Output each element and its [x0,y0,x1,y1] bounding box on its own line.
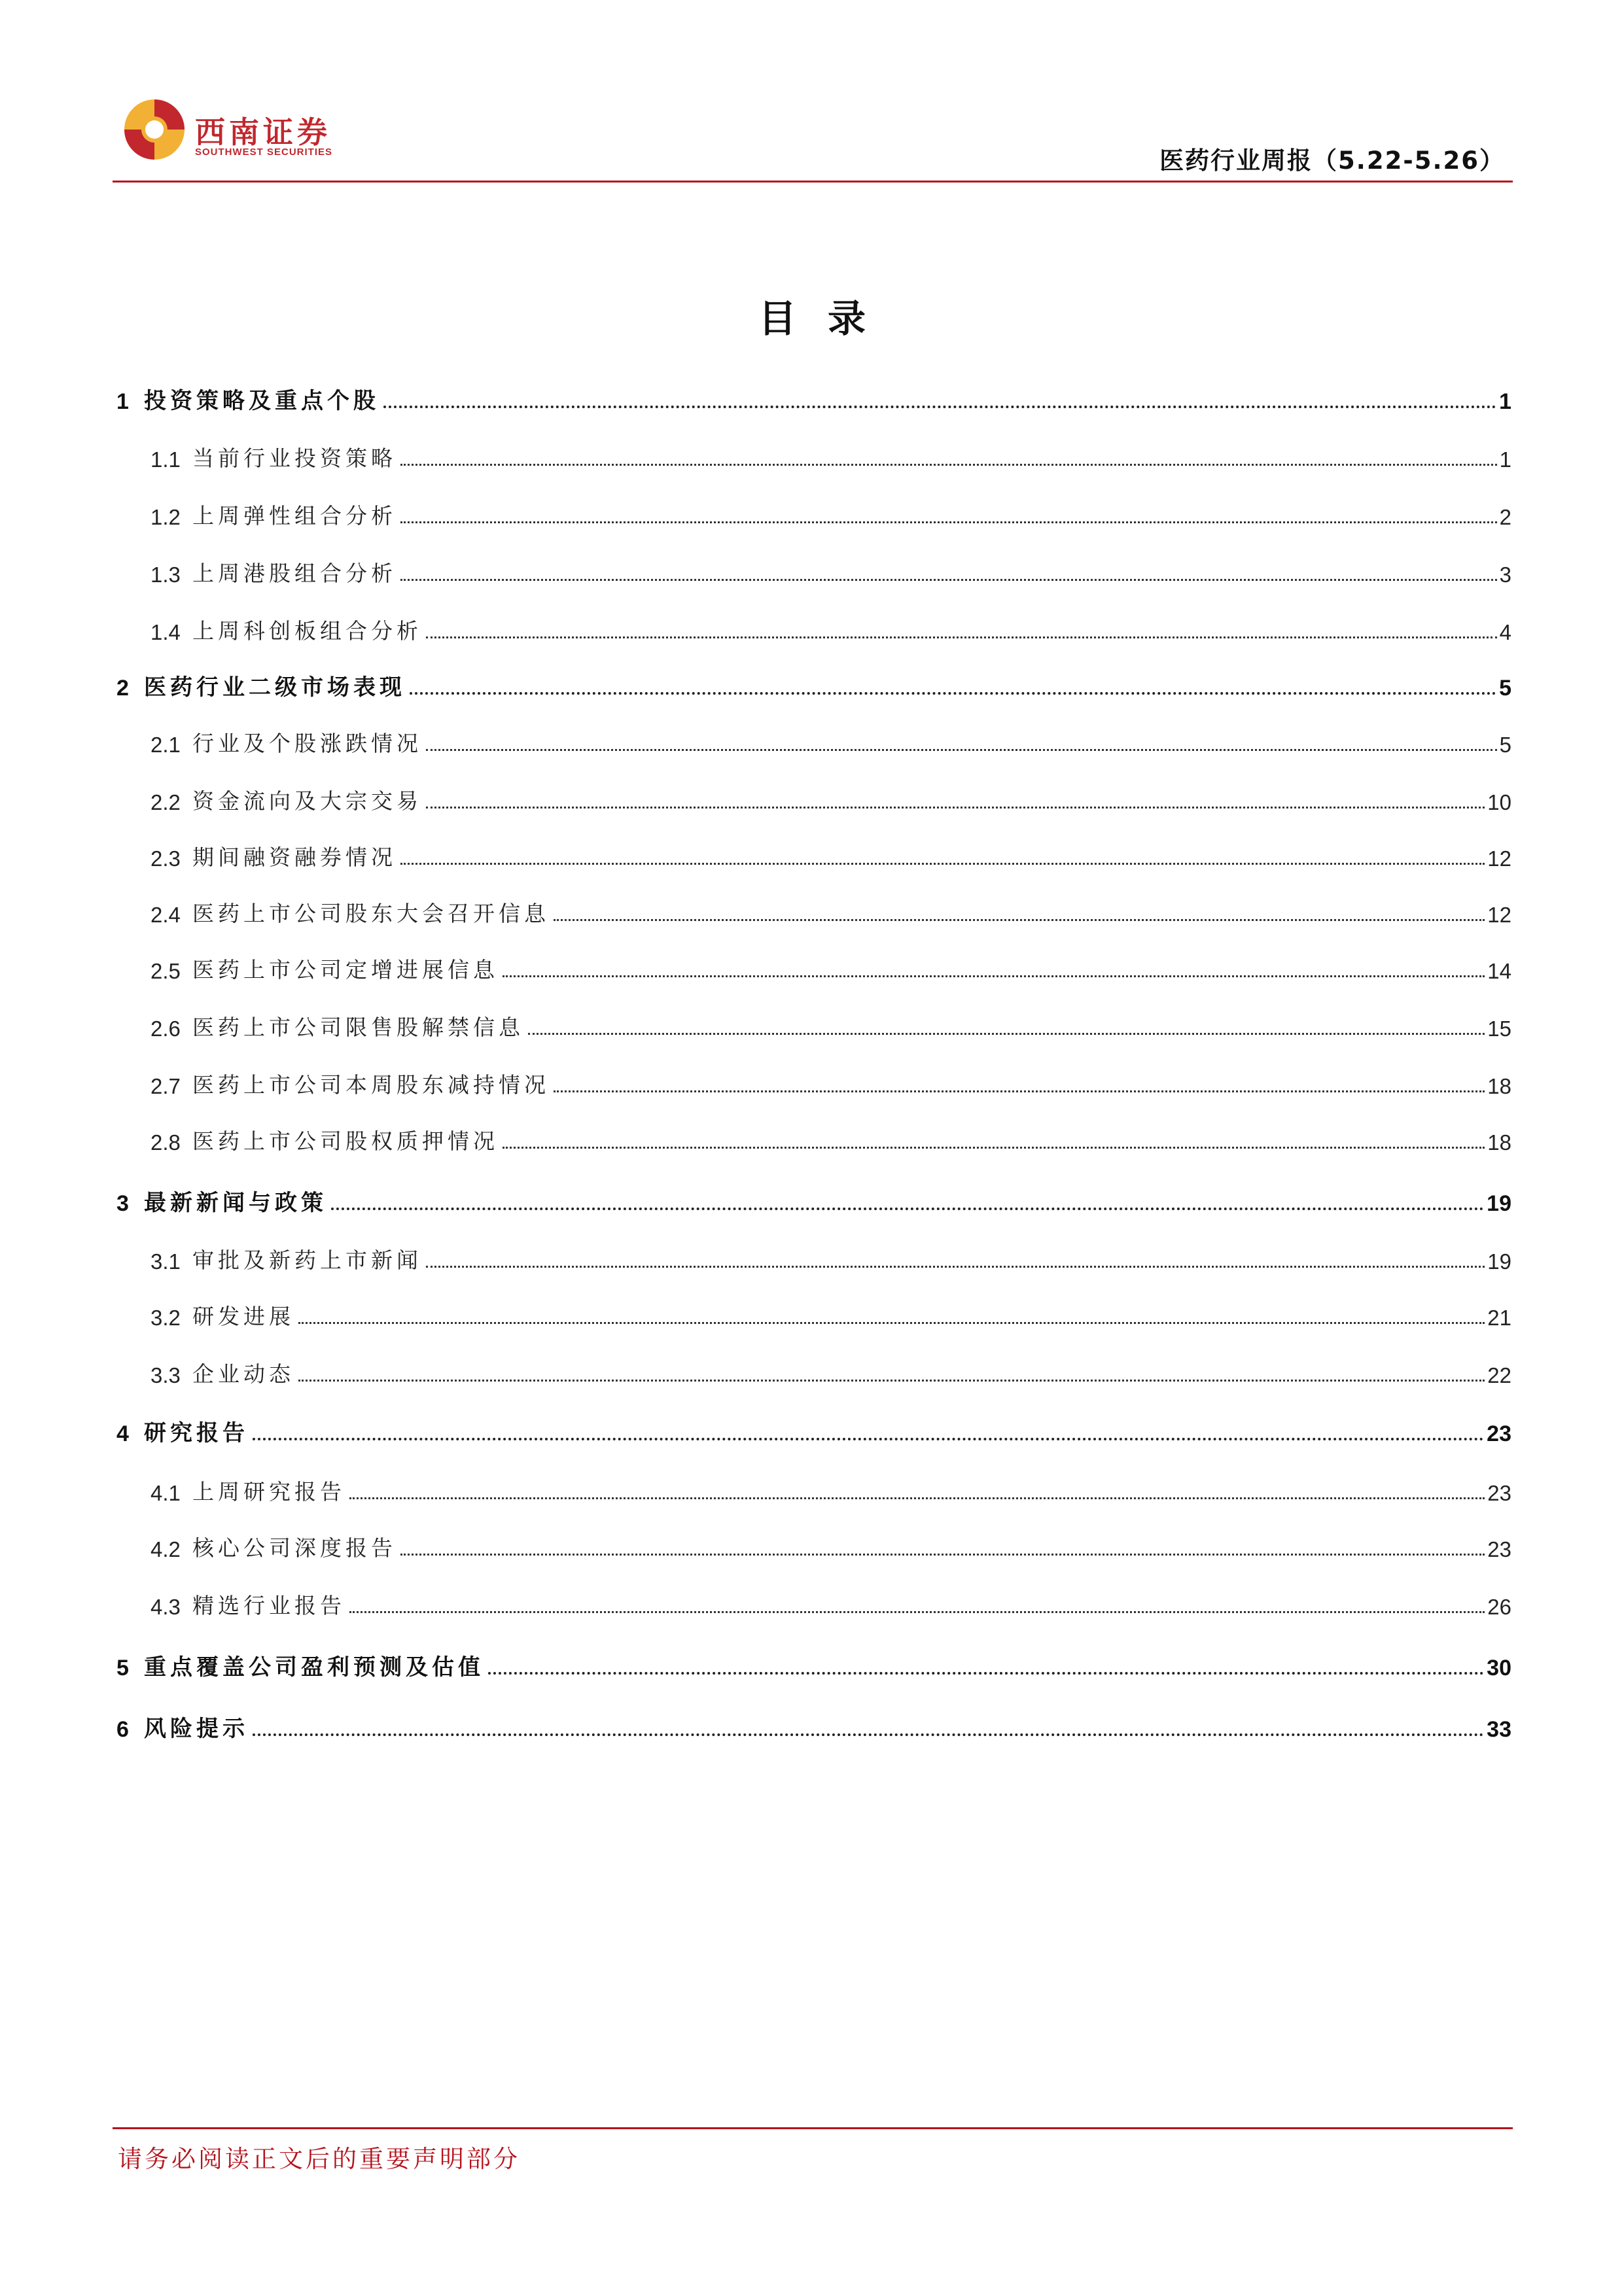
toc-dot-leader [426,749,1497,751]
toc-entry[interactable] [116,1243,1511,1274]
toc-entry-page: 1 [1499,447,1511,472]
toc-entry-label: 资金流向及大宗交易 [192,788,422,814]
logo-emblem-icon [122,97,187,162]
toc-entry-page: 12 [1487,846,1511,871]
toc-entry-label: 行业及个股涨跌情况 [192,731,422,756]
toc-entry-label: 风险提示 [144,1716,249,1742]
toc-entry-label: 精选行业报告 [192,1593,345,1618]
toc-entry[interactable] [116,498,1511,530]
toc-entry-label: 重点覆盖公司盈利预测及估值 [144,1654,484,1680]
toc-entry-number: 2.2 [150,790,181,814]
logo-chinese-name: 西南证券 [195,114,331,150]
toc-entry-number: 3 [116,1191,129,1216]
toc-entry-number: 2.4 [150,903,181,927]
toc-entry[interactable] [116,1185,1511,1217]
toc-entry-label: 最新新闻与政策 [144,1190,327,1216]
toc-entry-label: 医药上市公司股权质押情况 [192,1128,499,1154]
toc-dot-leader [503,975,1485,977]
toc-entry-page: 1 [1499,389,1511,414]
footer-divider [113,2127,1513,2129]
toc-entry[interactable] [116,1299,1511,1331]
toc-entry-page: 14 [1487,959,1511,983]
toc-entry-number: 3.3 [150,1363,181,1387]
toc-entry-page: 5 [1499,733,1511,757]
toc-dot-leader [400,863,1485,865]
toc-entry-label: 上周弹性组合分析 [192,503,397,529]
company-logo [122,97,331,169]
toc-entry-number: 1.4 [150,620,181,644]
toc-entry-page: 23 [1487,1537,1511,1561]
toc-entry[interactable] [116,1124,1511,1155]
toc-entry[interactable] [116,840,1511,871]
toc-entry-number: 2.3 [150,846,181,871]
toc-entry-number: 2 [116,676,129,701]
toc-dot-leader [400,1554,1485,1556]
toc-entry-page: 23 [1487,1481,1511,1505]
toc-dot-leader [253,1438,1484,1440]
toc-entry[interactable] [116,670,1511,701]
toc-entry-number: 4.1 [150,1481,181,1505]
toc-entry-label: 医药行业二级市场表现 [144,674,406,701]
toc-entry-page: 15 [1487,1017,1511,1041]
toc-dot-leader [400,579,1497,581]
toc-entry-page: 2 [1499,505,1511,529]
toc-dot-leader [400,464,1497,466]
toc-dot-leader [488,1672,1484,1675]
toc-dot-leader [554,1090,1485,1092]
toc-entry-page: 21 [1487,1306,1511,1330]
toc-entry-page: 12 [1487,903,1511,927]
toc-entry-number: 1 [116,389,129,414]
toc-dot-leader [331,1208,1484,1210]
toc-entry-page: 23 [1487,1421,1511,1446]
toc-entry-number: 2.1 [150,733,181,757]
toc-heading: 目录 [758,296,897,341]
toc-entry-number: 1.2 [150,505,181,529]
toc-entry[interactable] [116,1711,1511,1743]
toc-dot-leader [253,1733,1484,1736]
toc-entry[interactable] [116,896,1511,928]
toc-entry[interactable] [116,1650,1511,1681]
toc-entry-page: 26 [1487,1595,1511,1619]
toc-entry-number: 1.1 [150,447,181,472]
toc-entry-page: 4 [1499,620,1511,644]
toc-entry-label: 医药上市公司限售股解禁信息 [192,1015,524,1040]
toc-dot-leader [349,1497,1485,1499]
toc-dot-leader [298,1380,1485,1382]
toc-entry-label: 审批及新药上市新闻 [192,1247,422,1273]
toc-entry-page: 10 [1487,790,1511,814]
toc-entry-label: 上周研究报告 [192,1479,345,1505]
toc-entry-number: 1.3 [150,563,181,587]
toc-entry[interactable] [116,614,1511,645]
toc-entry[interactable] [116,1416,1511,1447]
toc-entry-page: 18 [1487,1130,1511,1155]
toc-entry[interactable] [116,726,1511,757]
toc-entry-label: 期间融资融券情况 [192,844,397,870]
toc-entry-page: 30 [1487,1656,1511,1680]
toc-dot-leader [503,1147,1485,1149]
toc-entry[interactable] [116,1474,1511,1506]
toc-entry-page: 22 [1487,1363,1511,1387]
report-title: 医药行业周报（5.22-5.26） [1159,147,1505,175]
toc-dot-leader [410,692,1496,695]
logo-english-name: SOUTHWEST SECURITIES [195,147,333,158]
toc-dot-leader [298,1322,1485,1324]
toc-entry-number: 2.7 [150,1074,181,1098]
toc-entry-number: 2.6 [150,1017,181,1041]
toc-dot-leader [528,1033,1485,1035]
toc-dot-leader [426,807,1485,809]
toc-dot-leader [426,1266,1485,1268]
toc-dot-leader [554,919,1485,921]
footer-disclaimer: 请务必阅读正文后的重要声明部分 [118,2145,520,2173]
toc-entry-number: 2.8 [150,1130,181,1155]
toc-entry-label: 核心公司深度报告 [192,1535,397,1561]
toc-entry-label: 投资策略及重点个股 [144,388,380,414]
toc-entry[interactable] [116,952,1511,984]
toc-entry-label: 上周港股组合分析 [192,561,397,586]
toc-entry-label: 研究报告 [144,1420,249,1446]
toc-entry-label: 医药上市公司本周股东减持情况 [192,1072,550,1098]
toc-entry[interactable] [116,1588,1511,1620]
toc-entry-label: 当前行业投资策略 [192,445,397,471]
toc-entry-number: 2.5 [150,959,181,983]
toc-entry-number: 4.2 [150,1537,181,1561]
toc-entry-label: 上周科创板组合分析 [192,618,422,644]
toc-entry-number: 3.1 [150,1249,181,1274]
toc-entry-page: 33 [1487,1717,1511,1742]
toc-entry-page: 5 [1499,676,1511,701]
toc-entry[interactable] [116,784,1511,815]
toc-entry[interactable] [116,1531,1511,1562]
toc-dot-leader [426,636,1497,638]
toc-entry-number: 3.2 [150,1306,181,1330]
toc-dot-leader [383,406,1496,408]
toc-entry-number: 6 [116,1717,129,1742]
toc-dot-leader [349,1611,1485,1613]
toc-entry[interactable] [116,1068,1511,1099]
toc-entry-page: 19 [1487,1249,1511,1274]
toc-entry-label: 研发进展 [192,1304,294,1329]
toc-entry[interactable] [116,556,1511,587]
toc-entry-number: 5 [116,1656,129,1680]
toc-entry-label: 医药上市公司定增进展信息 [192,957,499,983]
toc-entry-page: 3 [1499,563,1511,587]
toc-entry[interactable] [116,1357,1511,1388]
header-divider [113,181,1513,183]
toc-entry-label: 企业动态 [192,1361,294,1387]
toc-entry[interactable] [116,1010,1511,1041]
toc-entry-label: 医药上市公司股东大会召开信息 [192,901,550,926]
toc-entry-page: 19 [1487,1191,1511,1216]
toc-entry[interactable] [116,383,1511,415]
toc-entry[interactable] [116,441,1511,472]
toc-entry-page: 18 [1487,1074,1511,1098]
toc-dot-leader [400,521,1497,523]
toc-entry-number: 4 [116,1421,129,1446]
toc-entry-number: 4.3 [150,1595,181,1619]
